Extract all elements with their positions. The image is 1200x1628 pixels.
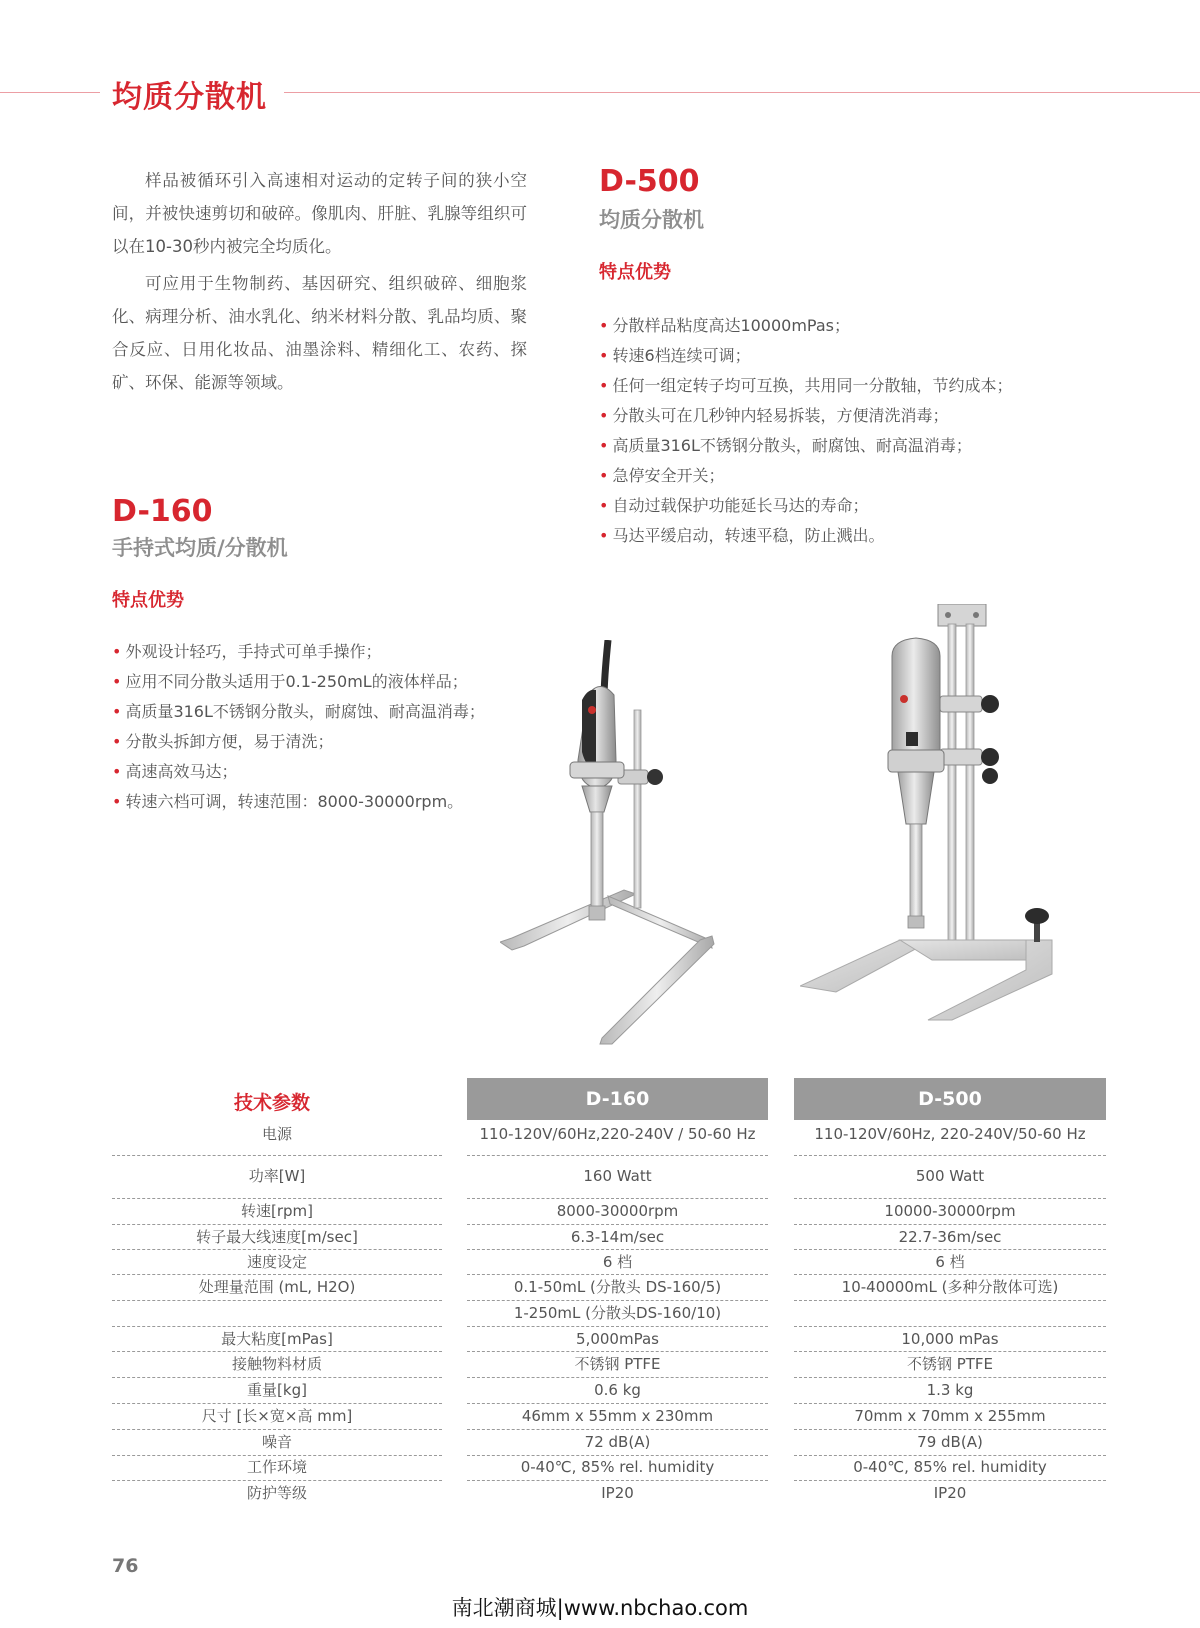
- spec-label: 工作环境: [246, 1458, 307, 1476]
- table-row-divider: [112, 1249, 442, 1250]
- spec-value-d500: 500 Watt: [915, 1167, 985, 1185]
- bullet-icon: •: [112, 762, 122, 781]
- bullet-icon: •: [112, 642, 122, 661]
- table-row-divider: [794, 1224, 1106, 1225]
- table-row-divider: [112, 1403, 442, 1404]
- table-row-divider: [467, 1249, 768, 1250]
- bullet-icon: •: [112, 732, 122, 751]
- d500-model-name: D-500: [599, 164, 700, 199]
- table-row-divider: [467, 1198, 768, 1199]
- intro-text: [112, 164, 527, 403]
- bullet-icon: •: [112, 672, 122, 691]
- bullet-icon: •: [599, 496, 609, 515]
- spec-value-d160: 0.1-50mL (分散头 DS-160/5): [513, 1278, 722, 1296]
- spec-label: [112, 1303, 442, 1323]
- table-row-divider: [467, 1274, 768, 1275]
- spec-label: 功率[W]: [248, 1167, 306, 1185]
- spec-value-d160: 110-120V/60Hz,220-240V / 50-60 Hz: [479, 1125, 756, 1143]
- list-item: • 任何一组定转子均可互换，共用同一分散轴，节约成本；: [599, 376, 1013, 395]
- spec-label: 接触物料材质: [231, 1355, 322, 1373]
- table-row-divider: [794, 1403, 1106, 1404]
- spec-value-d160: 0.6 kg: [594, 1381, 641, 1399]
- d500-product-image: [800, 604, 1090, 1054]
- footer-site: 南北潮商城|www.nbchao.com: [451, 1596, 749, 1620]
- bullet-icon: •: [599, 346, 609, 365]
- specs-col-d160: D-160: [467, 1078, 768, 1120]
- table-row-divider: [467, 1326, 768, 1327]
- spec-label: 转速[rpm]: [240, 1202, 313, 1220]
- d500-features-heading: 特点优势: [599, 262, 671, 283]
- spec-value-d500: 10000-30000rpm: [884, 1202, 1016, 1220]
- bullet-icon: •: [599, 406, 609, 425]
- list-item: • 自动过载保护功能延长马达的寿命；: [599, 496, 869, 515]
- header-rule-right: [284, 92, 1200, 93]
- spec-value-d500: 不锈钢 PTFE: [906, 1355, 994, 1373]
- table-row-divider: [794, 1300, 1106, 1301]
- table-row-divider: [467, 1155, 768, 1156]
- table-row-divider: [467, 1224, 768, 1225]
- list-item: • 转速六档可调，转速范围：8000-30000rpm。: [112, 792, 464, 811]
- spec-label: 电源: [261, 1125, 292, 1143]
- intro-paragraph: 可应用于生物制药、基因研究、组织破碎、细胞浆化、病理分析、油水乳化、纳米材料分散、乳品均质、聚合反应、日用化妆品、油墨涂料、精细化工、农药、探矿、环保、能源等领域。: [112, 274, 527, 392]
- d160-features-list: [112, 637, 485, 817]
- list-item: • 高速高效马达；: [112, 762, 238, 781]
- table-row-divider: [112, 1224, 442, 1225]
- spec-value-d160: 46mm x 55mm x 230mm: [521, 1407, 714, 1425]
- spec-label: 防护等级: [246, 1484, 307, 1502]
- table-row-divider: [794, 1326, 1106, 1327]
- table-row-divider: [794, 1198, 1106, 1199]
- spec-value-d500: 110-120V/60Hz, 220-240V/50-60 Hz: [814, 1125, 1086, 1143]
- spec-label: 噪音: [261, 1433, 292, 1451]
- spec-label: 尺寸 [长×宽×高 mm]: [201, 1407, 353, 1425]
- header-rule-left: [0, 92, 100, 93]
- spec-value-d500: 10,000 mPas: [901, 1330, 999, 1348]
- spec-value-d160: 5,000mPas: [576, 1330, 659, 1348]
- table-row-divider: [794, 1351, 1106, 1352]
- spec-value-d500: 70mm x 70mm x 255mm: [854, 1407, 1046, 1425]
- bullet-icon: •: [599, 316, 609, 335]
- table-row-divider: [112, 1377, 442, 1378]
- d500-features-list: [599, 311, 1012, 551]
- d160-subtitle: 手持式均质/分散机: [112, 536, 288, 560]
- table-row-divider: [112, 1274, 442, 1275]
- spec-label: 速度设定: [246, 1253, 307, 1271]
- spec-value-d160: 6.3-14m/sec: [570, 1228, 665, 1246]
- intro-paragraph: 样品被循环引入高速相对运动的定转子间的狭小空间，并被快速剪切和破碎。像肌肉、肝脏、乳腺等组织可以在10-30秒内被完全均质化。: [112, 171, 527, 256]
- table-row-divider: [467, 1351, 768, 1352]
- table-row-divider: [467, 1377, 768, 1378]
- table-row-divider: [467, 1480, 768, 1481]
- spec-value-d500: 6 档: [935, 1253, 965, 1271]
- table-row-divider: [794, 1429, 1106, 1430]
- d160-features-heading: 特点优势: [112, 590, 184, 611]
- list-item: • 分散样品粘度高达10000mPas；: [599, 316, 850, 335]
- d500-subtitle: 均质分散机: [599, 208, 704, 232]
- bullet-icon: •: [599, 376, 609, 395]
- table-row-divider: [467, 1403, 768, 1404]
- spec-value-d160: 0-40℃, 85% rel. humidity: [520, 1458, 715, 1476]
- spec-value-d500: [794, 1303, 1106, 1323]
- table-row-divider: [467, 1455, 768, 1456]
- spec-value-d160: 8000-30000rpm: [556, 1202, 679, 1220]
- spec-label: 处理量范围 (mL, H2O): [198, 1278, 356, 1296]
- specs-heading: 技术参数: [233, 1092, 310, 1114]
- spec-value-d160: 160 Watt: [583, 1167, 652, 1185]
- table-row-divider: [794, 1155, 1106, 1156]
- spec-value-d500: 0-40℃, 85% rel. humidity: [853, 1458, 1047, 1476]
- bullet-icon: •: [599, 466, 609, 485]
- list-item: • 外观设计轻巧，手持式可单手操作；: [112, 642, 382, 661]
- spec-value-d160: 1-250mL (分散头DS-160/10): [513, 1304, 722, 1322]
- table-row-divider: [794, 1455, 1106, 1456]
- spec-value-d500: IP20: [933, 1484, 967, 1502]
- spec-value-d160: 不锈钢 PTFE: [574, 1355, 661, 1373]
- d160-model-name: D-160: [112, 494, 213, 529]
- spec-label: 转子最大线速度[m/sec]: [196, 1228, 358, 1246]
- list-item: • 急停安全开关；: [599, 466, 725, 485]
- table-row-divider: [794, 1377, 1106, 1378]
- spec-label: 最大粘度[mPas]: [221, 1330, 333, 1348]
- spec-label: 重量[kg]: [247, 1381, 307, 1399]
- table-row-divider: [112, 1326, 442, 1327]
- list-item: • 分散头拆卸方便，易于清洗；: [112, 732, 334, 751]
- list-item: • 高质量316L不锈钢分散头，耐腐蚀、耐高温消毒；: [599, 436, 972, 455]
- table-row-divider: [112, 1300, 442, 1301]
- table-row-divider: [112, 1155, 442, 1156]
- table-row-divider: [794, 1274, 1106, 1275]
- table-row-divider: [794, 1249, 1106, 1250]
- table-row-divider: [112, 1429, 442, 1430]
- bullet-icon: •: [112, 792, 122, 811]
- bullet-icon: •: [112, 702, 122, 721]
- list-item: • 马达平缓启动，转速平稳，防止溅出。: [599, 526, 885, 545]
- spec-value-d500: 10-40000mL (多种分散体可选): [841, 1278, 1059, 1296]
- list-item: • 转速6档连续可调；: [599, 346, 751, 365]
- list-item: • 分散头可在几秒钟内轻易拆装，方便清洗消毒；: [599, 406, 949, 425]
- spec-value-d160: 6 档: [602, 1253, 633, 1271]
- list-item: • 应用不同分散头适用于0.1-250mL的液体样品；: [112, 672, 468, 691]
- bullet-icon: •: [599, 436, 609, 455]
- d160-product-image: [500, 640, 750, 1050]
- spec-value-d160: IP20: [601, 1484, 634, 1502]
- table-row-divider: [794, 1480, 1106, 1481]
- spec-value-d500: 22.7-36m/sec: [898, 1228, 1002, 1246]
- spec-value-d500: 1.3 kg: [926, 1381, 974, 1399]
- table-row-divider: [112, 1455, 442, 1456]
- table-row-divider: [112, 1198, 442, 1199]
- page-number: 76: [112, 1555, 139, 1577]
- list-item: • 高质量316L不锈钢分散头，耐腐蚀、耐高温消毒；: [112, 702, 485, 721]
- specs-col-d500: D-500: [794, 1078, 1106, 1120]
- table-row-divider: [467, 1429, 768, 1430]
- table-row-divider: [112, 1480, 442, 1481]
- page-title: 均质分散机: [112, 80, 267, 115]
- table-row-divider: [467, 1300, 768, 1301]
- spec-value-d160: 72 dB(A): [584, 1433, 651, 1451]
- bullet-icon: •: [599, 526, 609, 545]
- spec-value-d500: 79 dB(A): [917, 1433, 983, 1451]
- table-row-divider: [112, 1351, 442, 1352]
